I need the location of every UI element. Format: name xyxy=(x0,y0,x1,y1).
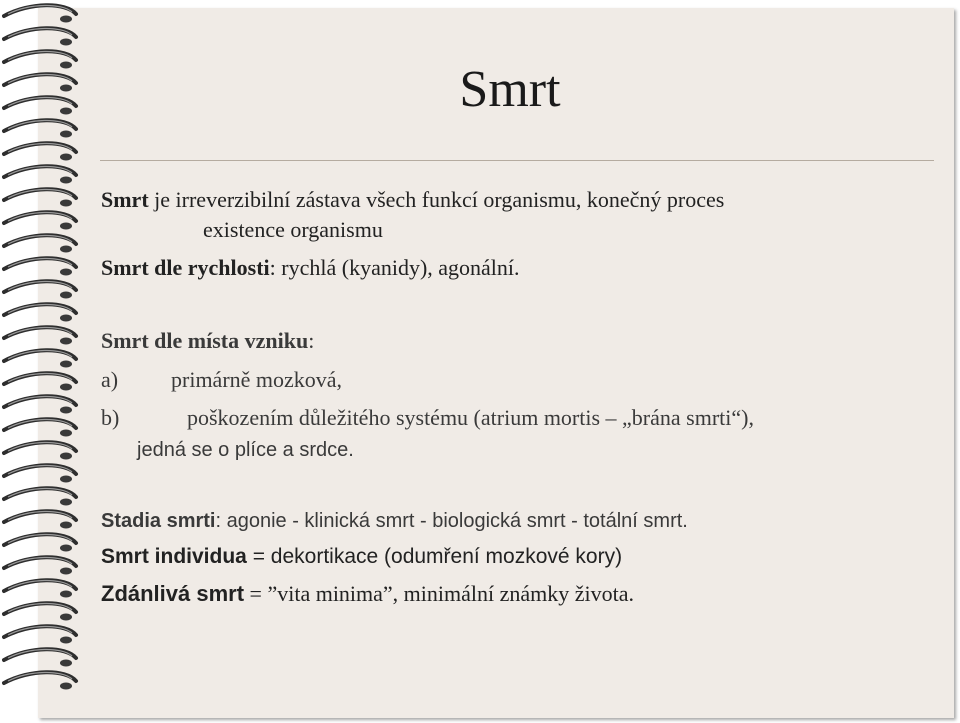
definition-text-2: existence organismu xyxy=(203,217,383,242)
spiral-hole xyxy=(60,637,72,644)
spiral-hole xyxy=(60,476,72,483)
spiral-hole xyxy=(60,453,72,460)
spiral-hole xyxy=(60,430,72,437)
individual-label: Smrt individua xyxy=(101,545,247,568)
spiral-hole xyxy=(60,545,72,552)
location-item-b xyxy=(101,405,754,431)
spiral-hole xyxy=(60,177,72,184)
spiral-hole xyxy=(60,39,72,46)
spiral-hole xyxy=(60,384,72,391)
by-location-colon: : xyxy=(308,328,315,353)
by-location-heading xyxy=(101,328,314,354)
slide-title: Smrt xyxy=(459,61,561,118)
spiral-hole xyxy=(60,522,72,529)
by-speed-text: : rychlá (kyanidy), agonální. xyxy=(269,255,520,280)
item-b-marker: b) xyxy=(101,405,120,430)
stages-line xyxy=(101,508,688,534)
spiral-hole xyxy=(60,338,72,345)
spiral-hole xyxy=(60,315,72,322)
apparent-label: Zdánlivá smrt xyxy=(101,581,245,606)
spiral-hole xyxy=(60,407,72,414)
spiral-hole xyxy=(60,361,72,368)
individual-text: = dekortikace (odumření mozkové kory) xyxy=(246,545,623,568)
location-item-a xyxy=(101,367,342,393)
spiral-hole xyxy=(60,16,72,23)
item-b-text-1: poškozením důležitého systému (atrium mortis – „brána smrti“), xyxy=(187,405,754,430)
title-divider xyxy=(100,160,934,161)
spiral-hole xyxy=(60,154,72,161)
spiral-hole xyxy=(60,660,72,667)
definition-line-1 xyxy=(101,187,724,213)
item-a-marker: a) xyxy=(101,367,119,392)
definition-text-1: je irreverzibilní zástava všech funkcí organismu, konečný proces xyxy=(148,187,725,212)
spiral-hole xyxy=(60,568,72,575)
apparent-text: = ”vita minima”, minimální známky života. xyxy=(244,581,635,606)
definition-term: Smrt xyxy=(101,187,149,212)
spiral-hole xyxy=(60,591,72,598)
spiral-hole xyxy=(60,499,72,506)
spiral-hole xyxy=(60,614,72,621)
spiral-hole xyxy=(60,246,72,253)
by-location-label: Smrt dle místa vzniku xyxy=(101,328,309,353)
stages-label: Stadia smrti xyxy=(101,510,216,532)
spiral-binding xyxy=(0,0,90,723)
by-speed-label: Smrt dle rychlosti xyxy=(101,255,270,280)
by-speed-line xyxy=(101,255,520,281)
spiral-hole xyxy=(60,269,72,276)
spiral-hole xyxy=(60,223,72,230)
spiral-hole xyxy=(60,62,72,69)
spiral-hole xyxy=(60,683,72,690)
item-b-text-2: jedná se o plíce a srdce. xyxy=(137,439,354,461)
stages-text: : agonie - klinická smrt - biologická smrt - totální smrt. xyxy=(215,510,688,532)
spiral-hole xyxy=(60,108,72,115)
spiral-hole xyxy=(60,85,72,92)
spiral-hole xyxy=(60,131,72,138)
location-item-b-continued xyxy=(137,437,354,463)
definition-line-2 xyxy=(203,217,383,243)
item-a-text: primárně mozková, xyxy=(171,367,343,392)
individual-line xyxy=(101,544,622,570)
spiral-hole xyxy=(60,292,72,299)
spiral-hole xyxy=(60,200,72,207)
apparent-line xyxy=(101,581,634,607)
